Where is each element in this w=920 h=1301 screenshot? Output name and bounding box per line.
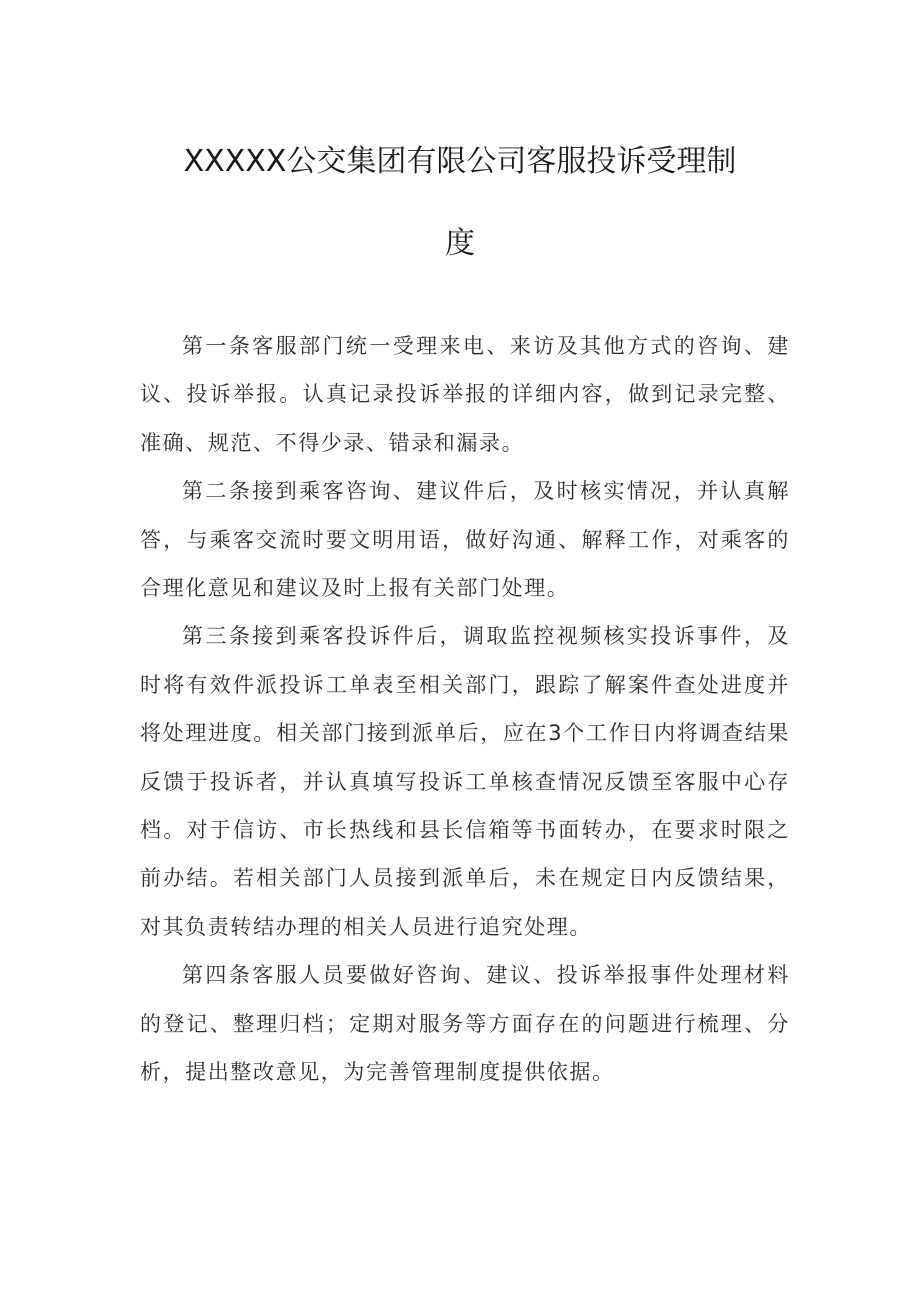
document-body	[140, 322, 790, 1097]
article-2: 第二条接到乘客咨询、建议件后，及时核实情况，并认真解答，与乘客交流时要文明用语，做好沟通、解释工作，对乘客的合理化意见和建议及时上报有关部门处理。	[140, 479, 790, 601]
article-3: 第三条接到乘客投诉件后，调取监控视频核实投诉事件，及时将有效件派投诉工单表至相关部门，跟踪了解案件查处进度并将处理进度。相关部门接到派单后，应在3个工作日内将调查结果反馈于投诉者，并认真填写投诉工单核查情况反馈至客服中心存档。对于信访、市长热线和县长信箱等书面转办，在要求时限之前办结。若相关部门人员接到派单后，未在规定日内反馈结果，对其负责转结办理的相关人员进行追究处理。	[140, 624, 790, 939]
article-4: 第四条客服人员要做好咨询、建议、投诉举报事件处理材料的登记、整理归档；定期对服务等方面存在的问题进行梳理、分析，提出整改意见，为完善管理制度提供依据。	[140, 963, 790, 1085]
article-1: 第一条客服部门统一受理来电、来访及其他方式的咨询、建议、投诉举报。认真记录投诉举报的详细内容，做到记录完整、准确、规范、不得少录、错录和漏录。	[140, 334, 790, 455]
document-title-line-2: 度	[445, 226, 475, 261]
document-title-line-1: XXXXX公交集团有限公司客服投诉受理制	[183, 144, 737, 179]
